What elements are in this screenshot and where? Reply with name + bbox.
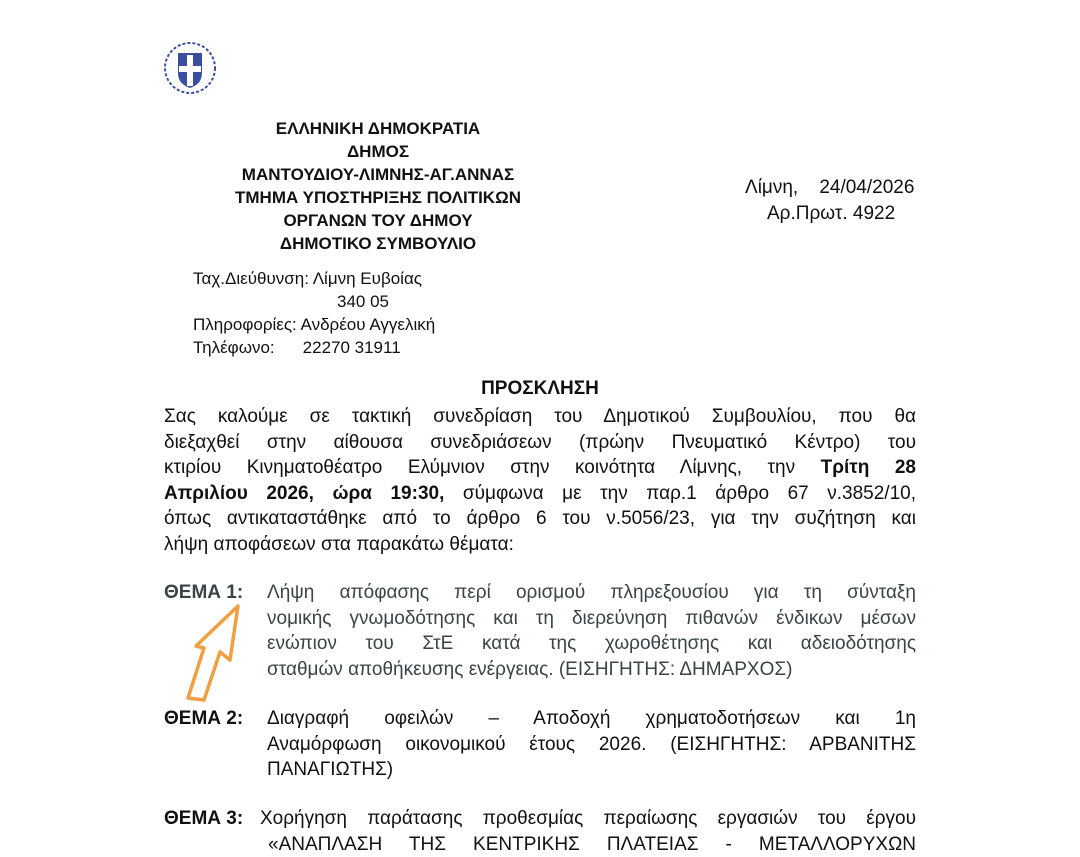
place-date: Λίμνη, 24/04/2026 bbox=[745, 177, 915, 198]
phone-number: 22270 31911 bbox=[302, 338, 401, 357]
topic-label: ΘΕΜΑ 1: bbox=[164, 582, 244, 603]
postal-address: Ταχ.Διεύθυνση: Λίμνη Ευβοίας bbox=[193, 269, 422, 288]
topic-line: Αναμόρφωση οικονομικού έτους 2026. (ΕΙΣΗΓΗΤΗΣ: ΑΡΒΑΝΙΤΗΣ bbox=[267, 733, 916, 755]
issuer-header bbox=[170, 117, 586, 255]
agenda-topic-3 bbox=[164, 806, 916, 857]
paragraph-text: σύμφωνα με την παρ.1 άρθρο 67 ν.3852/10, bbox=[444, 482, 916, 504]
topic-line: σταθμών αποθήκευσης ενέργειας. (ΕΙΣΗΓΗΤΗΣ: ΔΗΜΑΡΧΟΣ) bbox=[267, 658, 793, 680]
topic-label: ΘΕΜΑ 2: bbox=[164, 708, 244, 729]
paragraph-line bbox=[164, 481, 916, 507]
postcode: 340 05 bbox=[337, 292, 389, 311]
topic-line: Λήψη απόφασης περί ορισμού πληρεξουσίου για τη σύνταξη bbox=[267, 582, 916, 603]
header-line: ΔΗΜΟΣ bbox=[346, 142, 410, 161]
date-protocol-block bbox=[745, 175, 914, 227]
greek-coat-of-arms-logo bbox=[162, 40, 218, 96]
topic-line: «ΑΝΑΠΛΑΣΗ ΤΗΣ ΚΕΝΤΡΙΚΗΣ ΠΛΑΤΕΙΑΣ - ΜΕΤΑΛΛΟΡΥΧΩΝ bbox=[268, 833, 916, 855]
meeting-day: Τρίτη 28 bbox=[820, 457, 916, 479]
paragraph-text: κτιρίου Κινηματοθέατρο Ελύμνιον στην κοινότητα Λίμνης, την bbox=[164, 457, 821, 479]
header-line: ΔΗΜΟΤΙΚΟ ΣΥΜΒΟΥΛΙΟ bbox=[279, 234, 477, 253]
address-block bbox=[193, 267, 435, 359]
topic-line: νομικής γνωμοδότησης και τη διερεύνηση πιθανών ένδικων μέσων bbox=[267, 607, 916, 629]
header-line: ΤΜΗΜΑ ΥΠΟΣΤΗΡΙΞΗΣ ΠΟΛΙΤΙΚΩΝ bbox=[235, 188, 521, 207]
paragraph-line: διεξαχθεί στην αίθουσα συνεδριάσεων (πρώην Πνευματικό Κέντρο) του bbox=[164, 431, 916, 453]
topic-label: ΘΕΜΑ 3: bbox=[164, 808, 244, 829]
document-title: ΠΡΟΣΚΛΗΣΗ bbox=[481, 378, 599, 399]
agenda-topic-2 bbox=[164, 706, 916, 783]
contact-info: Πληροφορίες: Ανδρέου Αγγελική bbox=[193, 315, 436, 334]
topic-line: ΠΑΝΑΓΙΩΤΗΣ) bbox=[267, 759, 394, 781]
paragraph-line: όπως αντικαταστάθηκε από το άρθρο 6 του ν.5056/23, για την συζήτηση και bbox=[164, 508, 916, 530]
protocol-number: Αρ.Πρωτ. 4922 bbox=[767, 203, 896, 224]
paragraph-line bbox=[164, 455, 916, 481]
phone-label: Τηλέφωνο: bbox=[193, 338, 275, 357]
invitation-paragraph bbox=[164, 404, 916, 558]
header-line: ΜΑΝΤΟΥΔΙΟΥ-ΛΙΜΝΗΣ-ΑΓ.ΑΝΝΑΣ bbox=[241, 165, 515, 184]
paragraph-line: λήψη αποφάσεων στα παρακάτω θέματα: bbox=[164, 533, 514, 555]
meeting-date-time: Απριλίου 2026, ώρα 19:30, bbox=[164, 482, 445, 504]
paragraph-line: Σας καλούμε σε τακτική συνεδρίαση του Δημοτικού Συμβουλίου, που θα bbox=[164, 406, 916, 427]
agenda-topic-1 bbox=[164, 580, 916, 682]
topic-line: ενώπιον του ΣτΕ κατά της χωροθέτησης και αδειοδότησης bbox=[267, 633, 916, 655]
topic-line: Διαγραφή οφειλών – Αποδοχή χρηματοδοτήσεων και 1η bbox=[267, 708, 916, 729]
header-line: ΟΡΓΑΝΩΝ ΤΟΥ ΔΗΜΟΥ bbox=[283, 211, 473, 230]
header-line: ΕΛΛΗΝΙΚΗ ΔΗΜΟΚΡΑΤΙΑ bbox=[275, 119, 481, 138]
topic-line: Χορήγηση παράτασης προθεσμίας περαίωσης εργασιών του έργου bbox=[260, 808, 916, 829]
highlight-arrow-icon bbox=[170, 598, 250, 703]
